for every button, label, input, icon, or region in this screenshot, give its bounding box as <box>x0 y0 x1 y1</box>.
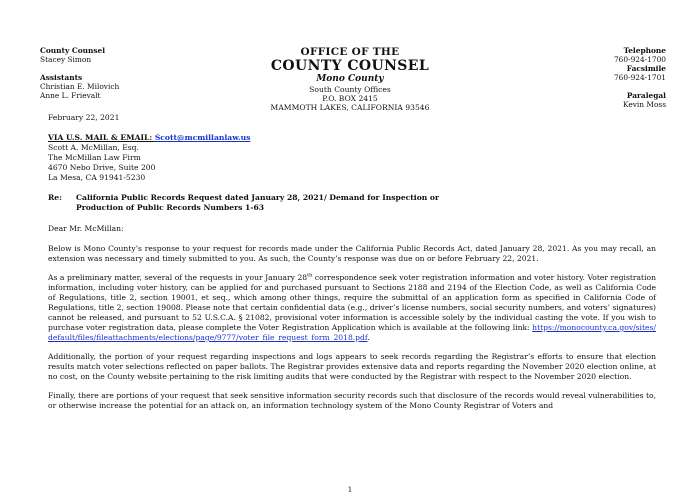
header-right <box>560 46 666 109</box>
re-label: Re: <box>48 193 62 202</box>
county-name: Mono County <box>316 74 384 84</box>
address-line: South County Offices <box>309 85 391 94</box>
paralegal-name: Kevin Moss <box>623 100 666 109</box>
office-of-label: OFFICE OF THE <box>300 46 400 58</box>
re-subject-2: Production of Public Records Numbers 1-63 <box>76 203 265 212</box>
county-counsel-title: County Counsel <box>40 46 106 55</box>
assistants-title: Assistants <box>40 73 83 82</box>
recipient-line: Scott A. McMillan, Esq. <box>48 143 139 152</box>
paragraph: Below is Mono County’s response to your request for records made under the California Public Records Act, dated January 28, 2021. As you may recall, an extension was necessary and timely submitted to you. As such, the County’s response was due on or before February 22, 2021. <box>48 244 656 263</box>
paragraph: Additionally, the portion of your request regarding inspections and logs appears to seek records regarding the Registrar’s efforts to ensure that election results match voter selections reflected on paper ballots. The Registrar provides extensive data and reports regarding the November 2020 election online, at no cost, on the County website pertaining to the risk limiting audits that were conducted by the Registrar with respect to the November 2020 election. <box>48 352 656 381</box>
telephone-number: 760-924-1700 <box>613 55 666 64</box>
page-number: 1 <box>347 486 353 494</box>
via-label: VIA U.S. MAIL & EMAIL: <box>48 133 155 142</box>
voter-application-link[interactable]: https://monocounty.ca.gov/sites/default/files/fileattachments/elections/page/9777/voter_file_request_form_2018.pdf <box>48 323 656 342</box>
recipient-line: The McMillan Law Firm <box>48 153 141 162</box>
paragraph: Finally, there are portions of your request that seek sensitive information security records such that disclosure of the records would reveal vulnerabilities to, or otherwise increase the potential for an attack on, an information technology system of the Mono County Registrar of Voters and <box>48 391 656 410</box>
re-subject-1: California Public Records Request dated January 28, 2021/ Demand for Inspection or <box>76 193 439 202</box>
facsimile-number: 760-924-1701 <box>613 73 666 82</box>
assistant-name: Christian E. Milovich <box>40 82 120 91</box>
paragraph-text: As a preliminary matter, several of the requests in your January 28 <box>48 273 308 282</box>
paragraph <box>48 273 656 343</box>
paralegal-label: Paralegal <box>626 91 666 100</box>
facsimile-label: Facsimile <box>626 64 666 73</box>
recipient-line: 4670 Nebo Drive, Suite 200 <box>48 163 156 172</box>
county-counsel-name: Stacey Simon <box>40 55 92 64</box>
letterhead <box>210 46 490 112</box>
recipient-email-link[interactable]: Scott@mcmillanlaw.us <box>154 133 251 142</box>
re-line <box>48 193 658 213</box>
salutation: Dear Mr. McMillan: <box>48 224 124 233</box>
county-counsel-heading: COUNTY COUNSEL <box>270 58 430 74</box>
telephone-label: Telephone <box>623 46 666 55</box>
paragraph-text: correspondence seek voter registration information and voter history. Voter registration information, including voter history, can be applied for and purchased pursuant to Sections 2188 and 2194 of the Election Code, as well as California Code of Regulations, title 2, section 19001, et seq., which among other things, require the submittal of an application form as specified in California Code of Regulations, title 2, section 19008. Please note that certain confidential data (e.g., driver’s license numbers, social security numbers, and voters’ signatures) cannot be released, and pursuant to 52 U.S.C.A. § 21082, provisional voter information is accessible solely by the individual casting the vote. If you wish to purchase voter registration data, please complete the Voter Registration Application which is available at the following link: <box>48 273 656 332</box>
address-line: MAMMOTH LAKES, CALIFORNIA 93546 <box>270 103 430 112</box>
address-line: P.O. BOX 2415 <box>322 94 378 103</box>
paragraph-end: . <box>367 333 370 342</box>
recipient-line: La Mesa, CA 91941-5230 <box>48 173 146 182</box>
recipient-block <box>48 133 448 183</box>
letter-date: February 22, 2021 <box>48 113 120 122</box>
assistant-name: Anne L. Frievalt <box>40 91 101 100</box>
superscript: th <box>307 272 313 279</box>
header-left <box>40 46 190 100</box>
letter-body <box>48 244 656 411</box>
